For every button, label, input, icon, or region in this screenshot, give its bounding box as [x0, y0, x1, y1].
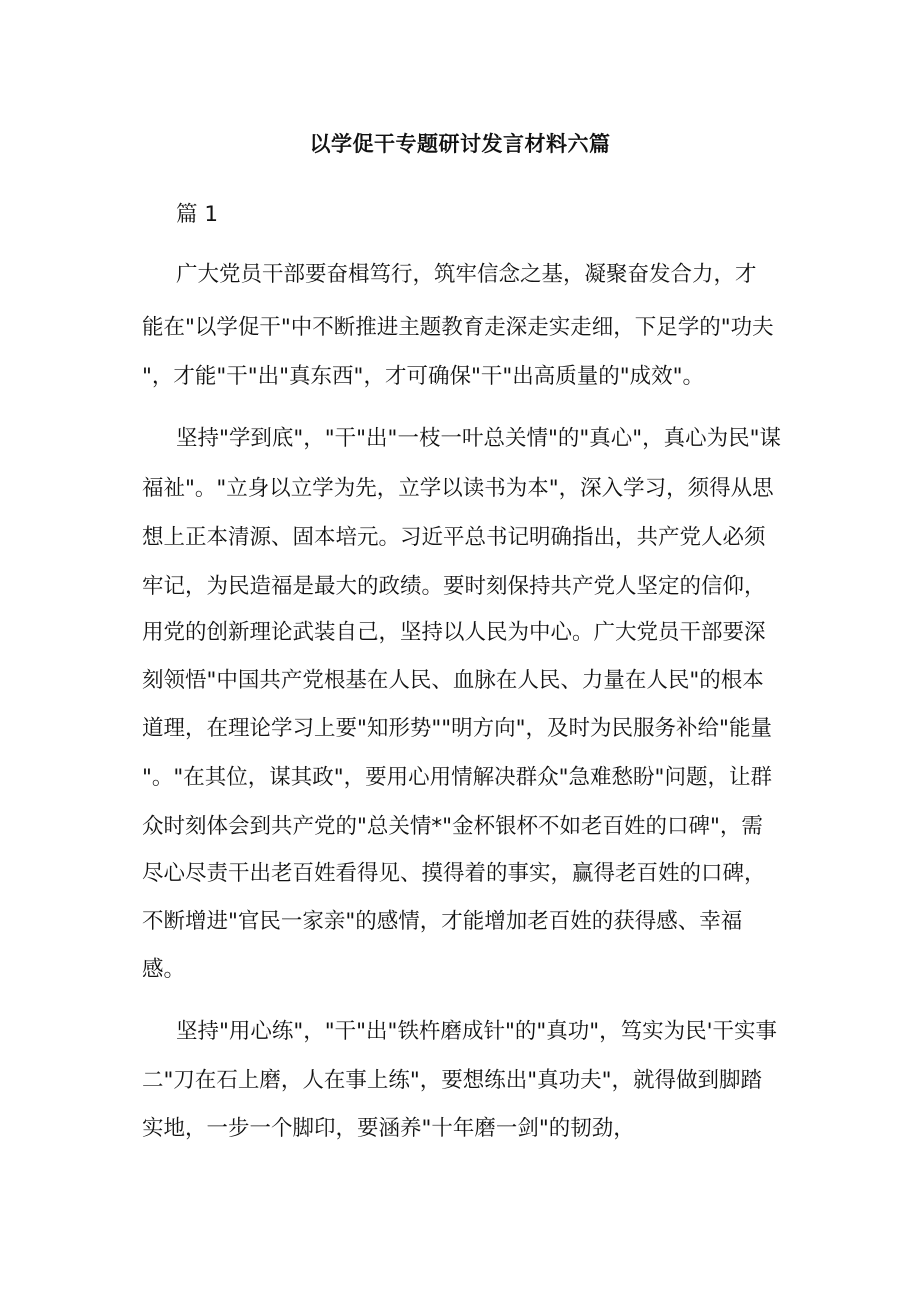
paragraph-1-line-1: 广大党员干部要奋楫笃行，筑牢信念之基，凝聚奋发合力，才 [176, 262, 757, 287]
paragraph-2-line-6: 刻领悟"中国共产党根基在人民、血脉在人民、力量在人民"的根本 [142, 668, 764, 693]
paragraph-2-line-12: 感。 [142, 957, 186, 982]
paragraph-2-line-9: 众时刻体会到共产党的"总关情*"金杯银杯不如老百姓的口碑"，需 [142, 814, 763, 839]
paragraph-2-line-8: "。"在其位，谋其政"，要用心用情解决群众"急难愁盼"问题，让群 [142, 765, 772, 790]
paragraph-2-line-1: 坚持"学到底"，"干"出"一枝一叶总关情"的"真心"，真心为民"谋 [176, 426, 782, 451]
paragraph-2-line-3: 想上正本清源、固本培元。习近平总书记明确指出，共产党人必须 [142, 525, 766, 550]
paragraph-2-line-4: 牢记，为民造福是最大的政绩。要时刻保持共产党人坚定的信仰， [142, 574, 766, 599]
paragraph-2-line-11: 不断增进"官民一家亲"的感情，才能增加老百姓的获得感、幸福 [142, 909, 743, 934]
paragraph-2-line-7: 道理，在理论学习上要"知形势""明方向"，及时为民服务补给"能量 [142, 716, 772, 741]
paragraph-1-line-2: 能在"以学促干"中不断推进主题教育走深走实走细，下足学的"功夫 [142, 315, 774, 340]
section-heading: 篇 1 [176, 202, 219, 227]
paragraph-3-line-2: 二"刀在石上磨，人在事上练"，要想练出"真功夫"，就得做到脚踏 [142, 1068, 763, 1093]
paragraph-2-line-5: 用党的创新理论武装自己，坚持以人民为中心。广大党员干部要深 [142, 620, 766, 645]
document-title: 以学促干专题研讨发言材料六篇 [309, 132, 611, 156]
paragraph-3-line-3: 实地，一步一个脚印，要涵养"十年磨一剑"的韧劲， [142, 1116, 635, 1141]
paragraph-1-line-3: "，才能"干"出"真东西"，才可确保"干"出高质量的"成效"。 [142, 364, 705, 389]
paragraph-2-line-2: 福祉"。"立身以立学为先，立学以读书为本"，深入学习，须得从思 [142, 476, 774, 501]
paragraph-2-line-10: 尽心尽责干出老百姓看得见、摸得着的事实，赢得老百姓的口碑， [142, 861, 766, 886]
paragraph-3-line-1: 坚持"用心练"，"干"出"铁杵磨成针"的"真功"，笃实为民'干实事 [176, 1019, 778, 1044]
